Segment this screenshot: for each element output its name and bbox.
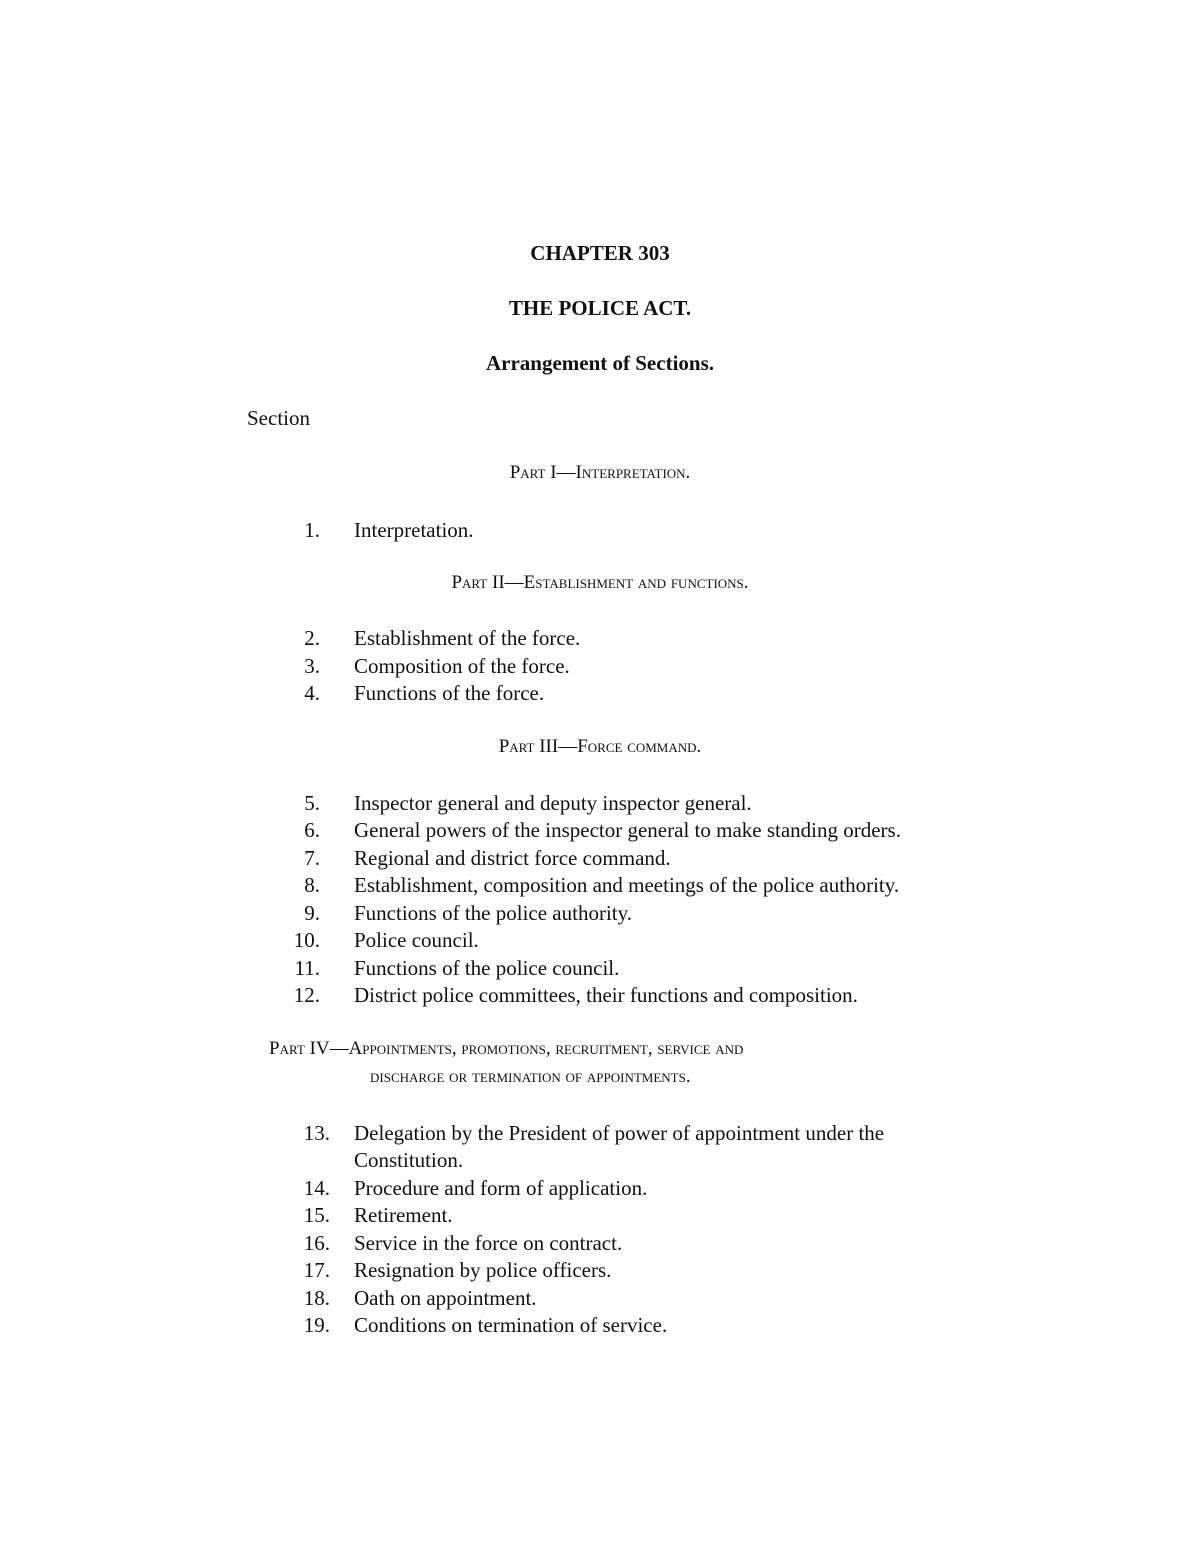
section-number: 12. bbox=[293, 983, 320, 1007]
section-title: Procedure and form of application. bbox=[354, 1176, 648, 1200]
section-number: 3. bbox=[304, 654, 320, 678]
section-number: 19. bbox=[303, 1313, 330, 1337]
section-title: Functions of the force. bbox=[354, 681, 545, 705]
section-title: Establishment of the force. bbox=[354, 626, 581, 650]
part-3-heading: Part III—Force command. bbox=[498, 736, 702, 757]
section-number: 17. bbox=[303, 1258, 330, 1282]
section-title: District police committees, their functions and composition. bbox=[354, 983, 858, 1007]
section-title: Functions of the police authority. bbox=[354, 901, 633, 925]
section-title-continuation: Constitution. bbox=[354, 1148, 464, 1172]
section-number: 5. bbox=[304, 791, 320, 815]
chapter-heading: CHAPTER 303 bbox=[530, 241, 670, 265]
section-number: 2. bbox=[304, 626, 320, 650]
arrangement-heading: Arrangement of Sections. bbox=[485, 351, 715, 375]
section-title: Functions of the police council. bbox=[354, 956, 620, 980]
section-title: Retirement. bbox=[354, 1203, 453, 1227]
section-number: 4. bbox=[304, 681, 320, 705]
section-number: 9. bbox=[304, 901, 320, 925]
section-title: Inspector general and deputy inspector general. bbox=[354, 791, 752, 815]
act-title: THE POLICE ACT. bbox=[508, 296, 692, 320]
section-title: Delegation by the President of power of appointment under the bbox=[354, 1121, 885, 1145]
section-number: 10. bbox=[293, 928, 320, 952]
section-title: Interpretation. bbox=[354, 518, 474, 542]
section-number: 8. bbox=[304, 873, 320, 897]
section-title: Regional and district force command. bbox=[354, 846, 671, 870]
section-number: 14. bbox=[303, 1176, 330, 1200]
section-title: Establishment, composition and meetings of the police authority. bbox=[354, 873, 900, 897]
section-title: General powers of the inspector general to make standing orders. bbox=[354, 818, 901, 842]
section-number: 13. bbox=[303, 1121, 330, 1145]
section-title: Police council. bbox=[354, 928, 479, 952]
part-1-heading: Part I—Interpretation. bbox=[509, 462, 691, 483]
section-number: 6. bbox=[304, 818, 320, 842]
section-title: Composition of the force. bbox=[354, 654, 570, 678]
part-4-heading-line-2: discharge or termination of appointments. bbox=[370, 1066, 691, 1087]
section-title: Conditions on termination of service. bbox=[354, 1313, 668, 1337]
section-number: 18. bbox=[303, 1286, 330, 1310]
section-number: 16. bbox=[303, 1231, 330, 1255]
part-2-heading: Part II—Establishment and functions. bbox=[451, 572, 749, 593]
section-title: Service in the force on contract. bbox=[354, 1231, 623, 1255]
section-title: Oath on appointment. bbox=[354, 1286, 537, 1310]
section-number: 11. bbox=[294, 956, 320, 980]
section-column-label: Section bbox=[247, 406, 310, 430]
section-title: Resignation by police officers. bbox=[354, 1258, 612, 1282]
part-4-heading-line-1: Part IV—Appointments, promotions, recruitment, service and bbox=[269, 1038, 744, 1059]
section-number: 15. bbox=[303, 1203, 330, 1227]
section-number: 1. bbox=[304, 518, 320, 542]
section-number: 7. bbox=[304, 846, 320, 870]
